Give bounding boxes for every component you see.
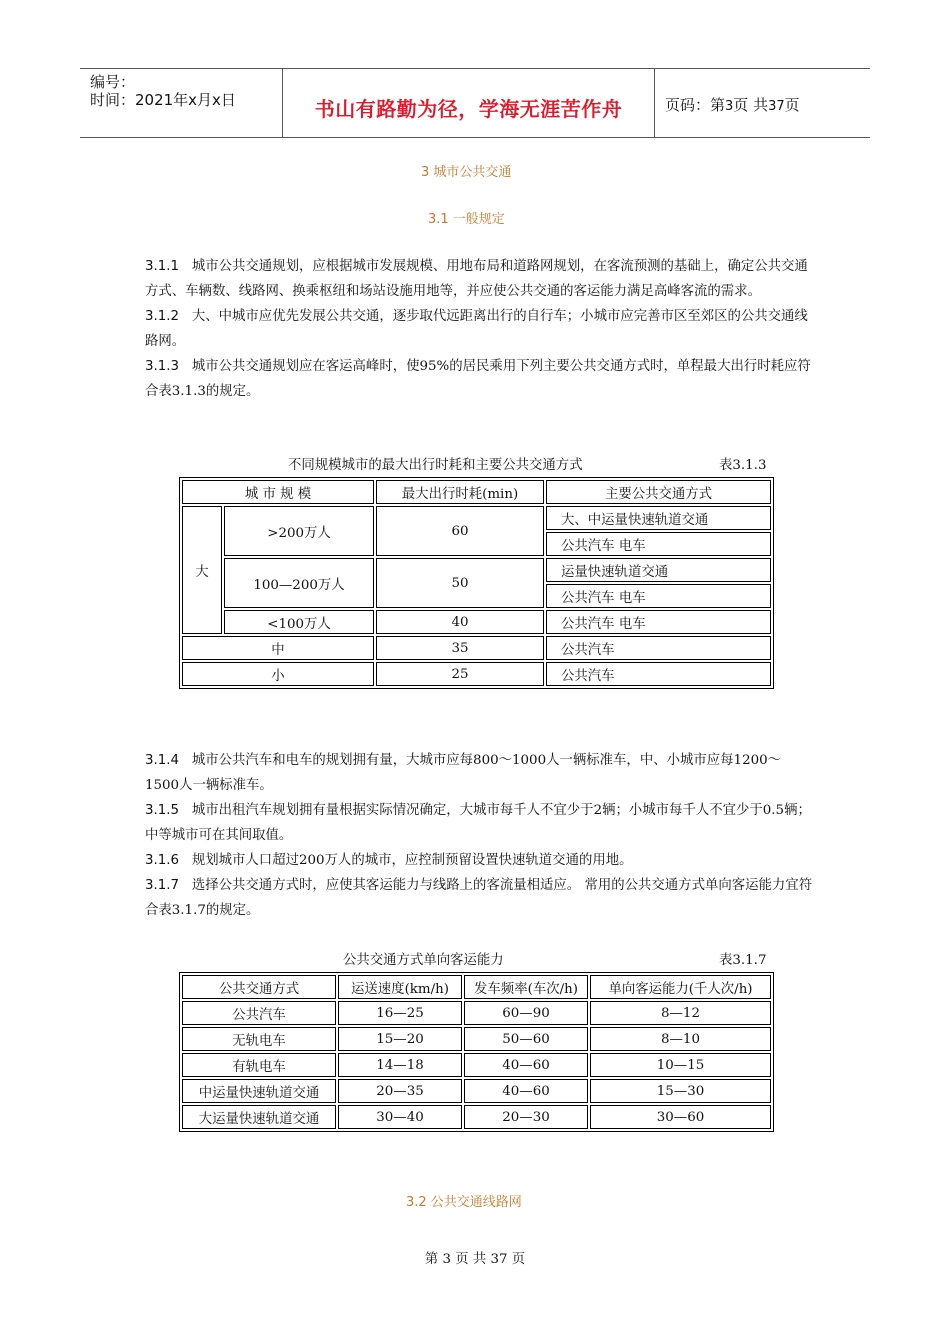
table-cell: 40 <box>376 610 544 634</box>
table-row <box>182 1027 771 1051</box>
clause-3-1-6: 3.1.6 规划城市人口超过200万人的城市，应控制预留设置快速轨道交通的用地。 <box>145 853 633 868</box>
table-cell: 60—90 <box>464 1001 588 1025</box>
header-page-cell <box>655 69 870 137</box>
chapter-heading: 3 城市公共交通 <box>421 165 512 180</box>
clauses-group-1 <box>145 254 813 404</box>
table-cell: 40—60 <box>464 1079 588 1103</box>
table-cell: 中运量快速轨道交通 <box>182 1079 336 1103</box>
table-header-row <box>182 975 771 999</box>
page-header <box>80 68 870 138</box>
table-cell: 15—30 <box>590 1079 771 1103</box>
table-row <box>182 1001 771 1025</box>
table-header-cell: 运送速度(km/h) <box>338 975 462 999</box>
table-3-1-7-caption: 公共交通方式单向客运能力 <box>343 953 504 968</box>
table-row <box>182 610 771 634</box>
table-cell: 60 <box>376 506 544 556</box>
table-cell: 15—20 <box>338 1027 462 1051</box>
clause-3-1-2: 3.1.2 大、中城市应优先发展公共交通，逐步取代远距离出行的自行车；小城市应完善市区至郊区的公共交通线路网。 <box>145 309 808 349</box>
table-header-cell: 发车频率(车次/h) <box>464 975 588 999</box>
clause-3-1-3: 3.1.3 城市公共交通规划应在客运高峰时，使95%的居民乘用下列主要公共交通方式时，单程最大出行时耗应符合表3.1.3的规定。 <box>145 359 811 399</box>
document-time-label: 时间：2021年x月x日 <box>90 91 236 109</box>
table-row <box>182 1053 771 1077</box>
table-cell: 公共汽车 电车 <box>546 584 771 608</box>
document-number-label: 编号： <box>90 73 136 91</box>
table-row <box>182 1105 771 1129</box>
table-cell: 公共汽车 电车 <box>546 532 771 556</box>
table-3-1-3 <box>179 477 774 689</box>
table-cell-big-city: 大 <box>182 506 222 634</box>
table-cell: 小 <box>182 662 374 686</box>
table-cell: 30—60 <box>590 1105 771 1129</box>
header-motto: 书山有路勤为径，学海无涯苦作舟 <box>314 97 623 121</box>
table-cell: 运量快速轨道交通 <box>546 558 771 582</box>
clause-3-1-1: 3.1.1 城市公共交通规划，应根据城市发展规模、用地布局和道路网规划，在客流预测的基础上，确定公共交通方式、车辆数、线路网、换乘枢纽和场站设施用地等，并应使公共交通的客运能力满足高峰客流的需求。 <box>145 259 808 299</box>
table-3-1-7 <box>179 972 774 1132</box>
table-cell: 有轨电车 <box>182 1053 336 1077</box>
table-cell: <100万人 <box>224 610 374 634</box>
table-cell: 大、中运量快速轨道交通 <box>546 506 771 530</box>
section-heading-3-1: 3.1 一般规定 <box>428 212 505 227</box>
table-header-cell: 主要公共交通方式 <box>546 480 771 504</box>
table-cell: 公共汽车 <box>546 636 771 660</box>
table-cell: 25 <box>376 662 544 686</box>
table-cell: 大运量快速轨道交通 <box>182 1105 336 1129</box>
table-cell: 16—25 <box>338 1001 462 1025</box>
table-cell: 50 <box>376 558 544 608</box>
table-cell: 100—200万人 <box>224 558 374 608</box>
table-cell: 50—60 <box>464 1027 588 1051</box>
table-cell: >200万人 <box>224 506 374 556</box>
table-cell: 14—18 <box>338 1053 462 1077</box>
table-row <box>182 662 771 686</box>
table-cell: 公共汽车 电车 <box>546 610 771 634</box>
table-3-1-3-label: 表3.1.3 <box>719 458 767 473</box>
clause-3-1-7: 3.1.7 选择公共交通方式时，应使其客运能力与线路上的客流量相适应。 常用的公共交通方式单向客运能力宜符合表3.1.7的规定。 <box>145 878 813 918</box>
clauses-group-2 <box>145 748 813 923</box>
table-cell: 20—30 <box>464 1105 588 1129</box>
table-row <box>182 558 771 582</box>
header-motto-cell <box>283 69 655 137</box>
table-cell: 10—15 <box>590 1053 771 1077</box>
table-cell: 8—10 <box>590 1027 771 1051</box>
clause-3-1-4: 3.1.4 城市公共汽车和电车的规划拥有量，大城市应每800～1000人一辆标准车，中、小城市应每1200～1500人一辆标准车。 <box>145 753 782 793</box>
table-3-1-7-label: 表3.1.7 <box>719 953 767 968</box>
table-header-cell: 城 市 规 模 <box>182 480 374 504</box>
table-cell: 公共汽车 <box>546 662 771 686</box>
table-cell: 无轨电车 <box>182 1027 336 1051</box>
page-footer: 第 3 页 共 37 页 <box>424 1252 526 1267</box>
table-cell: 8—12 <box>590 1001 771 1025</box>
section-heading-3-2: 3.2 公共交通线路网 <box>406 1195 522 1210</box>
table-row <box>182 506 771 530</box>
table-header-cell: 单向客运能力(千人次/h) <box>590 975 771 999</box>
table-header-cell: 公共交通方式 <box>182 975 336 999</box>
table-cell: 公共汽车 <box>182 1001 336 1025</box>
clause-3-1-5: 3.1.5 城市出租汽车规划拥有量根据实际情况确定，大城市每千人不宜少于2辆；小城市每千人不宜少于0.5辆；中等城市可在其间取值。 <box>145 803 811 843</box>
table-header-cell: 最大出行时耗(min) <box>376 480 544 504</box>
header-meta <box>80 69 283 137</box>
table-cell: 中 <box>182 636 374 660</box>
table-cell: 20—35 <box>338 1079 462 1103</box>
table-header-row <box>182 480 771 504</box>
table-row <box>182 636 771 660</box>
table-cell: 30—40 <box>338 1105 462 1129</box>
table-cell: 40—60 <box>464 1053 588 1077</box>
table-3-1-3-caption: 不同规模城市的最大出行时耗和主要公共交通方式 <box>288 458 583 473</box>
table-row <box>182 1079 771 1103</box>
page-indicator: 页码：第3页 共37页 <box>665 96 800 114</box>
table-cell: 35 <box>376 636 544 660</box>
